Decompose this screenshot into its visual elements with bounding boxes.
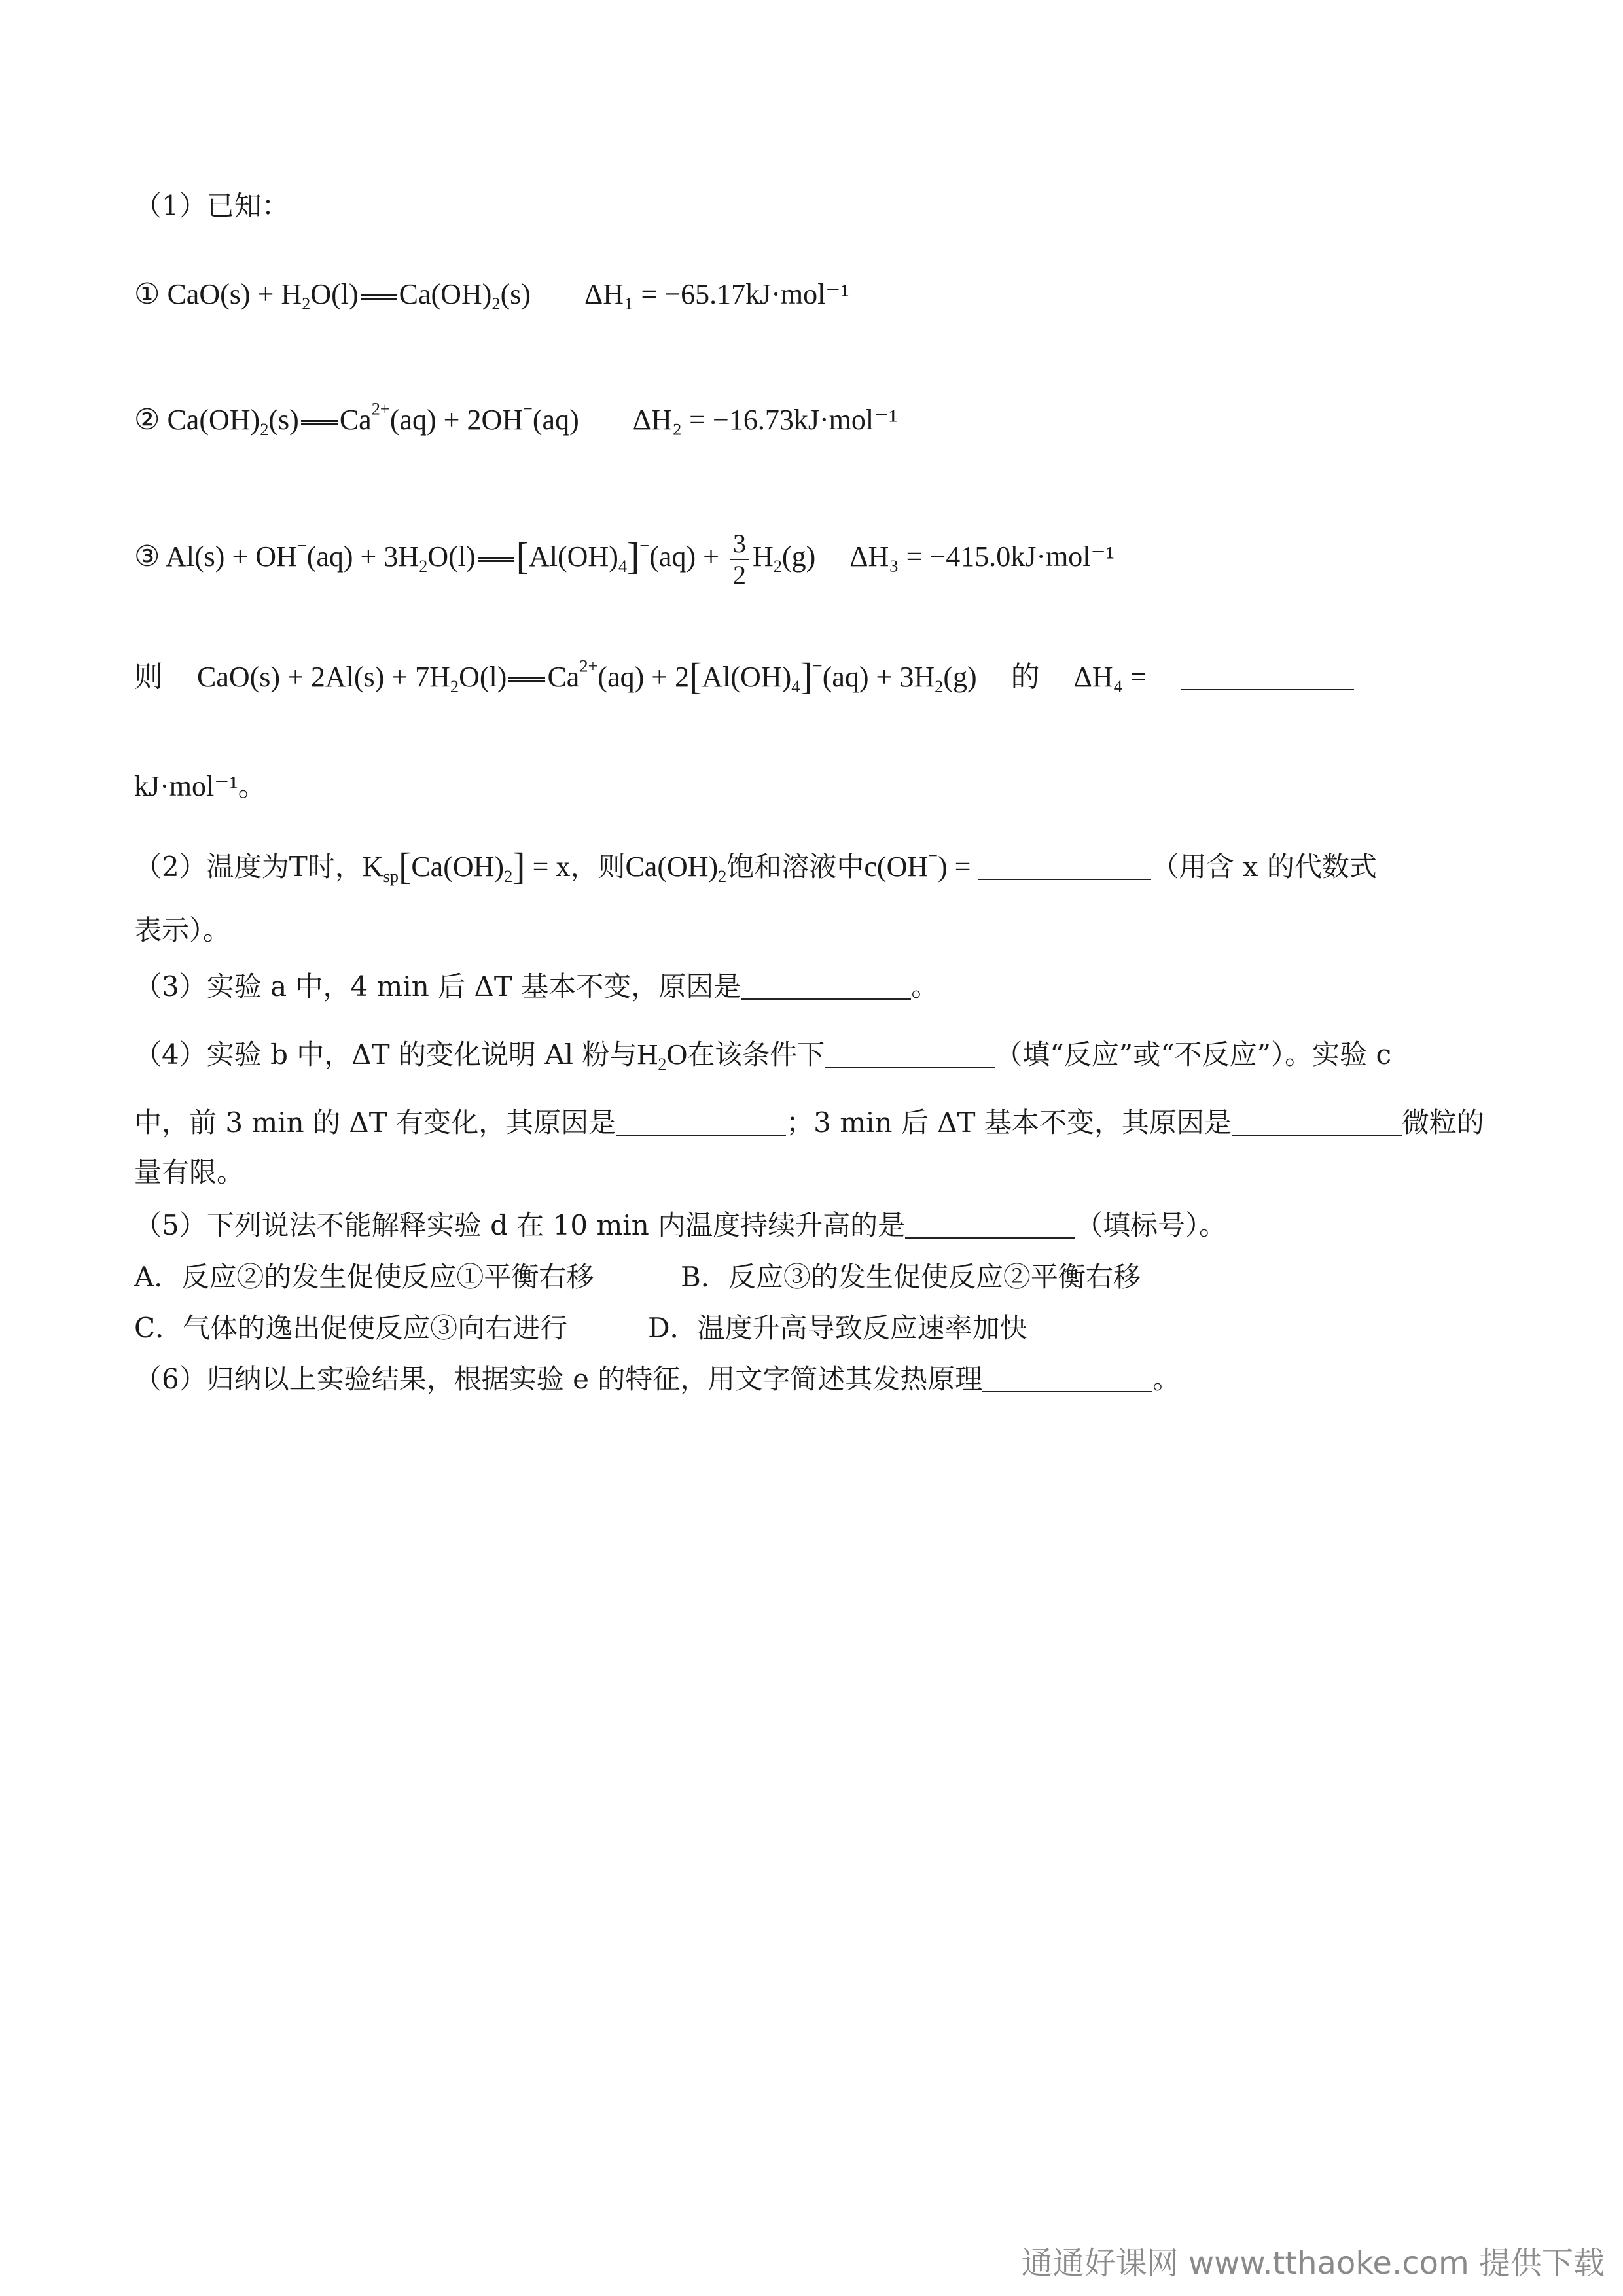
option-c: C．气体的逸出促使反应③向右进行: [134, 1312, 568, 1344]
equation-4: [134, 655, 1354, 698]
caoh2-formula: $Ca(OH)_2$: [625, 851, 727, 887]
equation-4-unit: kJ·mol⁻¹。: [134, 770, 267, 802]
option-b: B．反应③的发生促使反应②平衡右移: [681, 1261, 1141, 1293]
question-2-part-c: 饱和溶液中: [726, 851, 865, 883]
question-4: [134, 1035, 1391, 1074]
question-5-text: （5）下列说法不能解释实验 d 在 10 min 内温度持续升高的是: [134, 1209, 906, 1241]
equation-3: ③ $Al(s) + OH^-(aq) + 3H_2O(l) [Al(OH)_4]^-(aq)$ + $\frac{3}{2}$ $H_2(g) \Delta H_3 = -415.0kJ\cdot mol^{-1}$: [134, 529, 1115, 590]
equation-3-number: ③: [134, 540, 160, 573]
oh-concentration: c(OH−) =: [864, 845, 978, 883]
watermark-footer: 通通好课网 www.tthaoke.com 提供下载: [1002, 2231, 1623, 2296]
equation-2-dh-value: −16.73kJ·mol⁻¹: [713, 404, 898, 436]
answer-blank-q5[interactable]: [905, 1211, 1075, 1239]
equation-1-number: ①: [134, 278, 160, 310]
question-4-line-2: [134, 1103, 1484, 1142]
option-a: A．反应②的发生促使反应①平衡右移: [134, 1261, 594, 1293]
question-2-part-b: ，则: [570, 851, 626, 883]
question-3: [134, 967, 938, 1006]
question-6: [134, 1360, 1180, 1399]
equation-2-dh-label: ΔH₂: [632, 404, 683, 436]
equation-1-dh-label: ΔH₁: [584, 278, 634, 310]
question-4-part-f: 微粒的: [1401, 1106, 1484, 1139]
question-4-part-c: （填“反应”或“不反应”）。实验 c: [995, 1038, 1392, 1070]
equation-4-dh-label: ΔH₄ =: [1073, 661, 1147, 693]
question-5: [134, 1206, 1226, 1245]
question-1-intro: （1）已知：: [134, 190, 289, 222]
equation-3-dh-value: −415.0kJ·mol⁻¹: [929, 540, 1115, 573]
question-4-part-d: 中，前 3 min 的 ΔT 有变化，其原因是: [134, 1106, 616, 1139]
question-4-part-a: （4）实验 b 中，ΔT 的变化说明 Al 粉与: [134, 1038, 637, 1070]
question-5-end: （填标号）。: [1075, 1209, 1227, 1241]
answer-blank-q4-2[interactable]: [616, 1108, 786, 1136]
equation-2-number: ②: [134, 404, 160, 436]
question-3-text: （3）实验 a 中，4 min 后 ΔT 基本不变，原因是: [134, 970, 741, 1002]
equation-4-reaction: $CaO(s) + 2Al(s) + 7H_2O(l) Ca^{2+}(aq) + 2[Al(OH)_4]^-(aq) + 3H_2(g)$: [197, 655, 977, 698]
equation-1: ① $CaO(s) + H_2O(l)$ $Ca(OH)_2(s) \Delta H_1 = -65.17kJ\cdot mol^{-1}$: [134, 278, 849, 314]
question-2-part-a: （2）温度为T时，: [134, 851, 363, 883]
answer-blank-q4-1[interactable]: [825, 1040, 995, 1068]
question-6-text: （6）归纳以上实验结果，根据实验 e 的特征，用文字简述其发热原理: [134, 1363, 983, 1395]
equation-4-prefix: 则: [134, 661, 163, 693]
answer-blank-dh4[interactable]: [1181, 663, 1354, 690]
equation-1-dh-value: −65.17kJ·mol⁻¹: [664, 278, 849, 310]
equation-2: ② $Ca(OH)_2(s) Ca^{2+}(aq) + 2OH^-(aq) \Delta H_2 = -16.73kJ\cdot mol^{-1}$: [134, 398, 898, 440]
equation-3-dh-label: ΔH₃: [849, 540, 899, 573]
question-6-end: 。: [1152, 1363, 1181, 1395]
question-2-part-d: （用含 x 的代数式: [1151, 851, 1377, 883]
equation-3-reaction: $Al(s) + OH^-(aq) + 3H_2O(l) [Al(OH)_4]^-(aq)$ + $\frac{3}{2}$ $H_2(g)$: [166, 529, 816, 590]
question-4-part-b: 在该条件下: [687, 1038, 825, 1070]
question-3-end: 。: [911, 970, 939, 1002]
h2o-formula: $H_2O$: [637, 1038, 688, 1074]
question-2-cont: 表示）。: [134, 914, 231, 946]
question-4-part-e: ；3 min 后 ΔT 基本不变，其原因是: [786, 1106, 1232, 1139]
equation-1-reaction: $CaO(s) + H_2O(l)$ $Ca(OH)_2(s)$: [167, 278, 531, 314]
answer-blank-q6[interactable]: [982, 1365, 1152, 1392]
answer-blank-q2[interactable]: [978, 853, 1151, 880]
option-d: D．温度升高导致反应速率加快: [648, 1312, 1027, 1344]
answer-blank-q3[interactable]: [741, 972, 911, 1000]
equation-4-de: 的: [1010, 661, 1040, 693]
question-4-line-3: 量有限。: [134, 1156, 245, 1188]
ksp-expression: $K_{sp}[Ca(OH)_2] = x$: [362, 845, 571, 887]
answer-blank-q4-3[interactable]: [1232, 1108, 1402, 1136]
equation-2-reaction: $Ca(OH)_2(s) Ca^{2+}(aq) + 2OH^-(aq)$: [167, 398, 579, 440]
question-2: [134, 847, 1377, 887]
